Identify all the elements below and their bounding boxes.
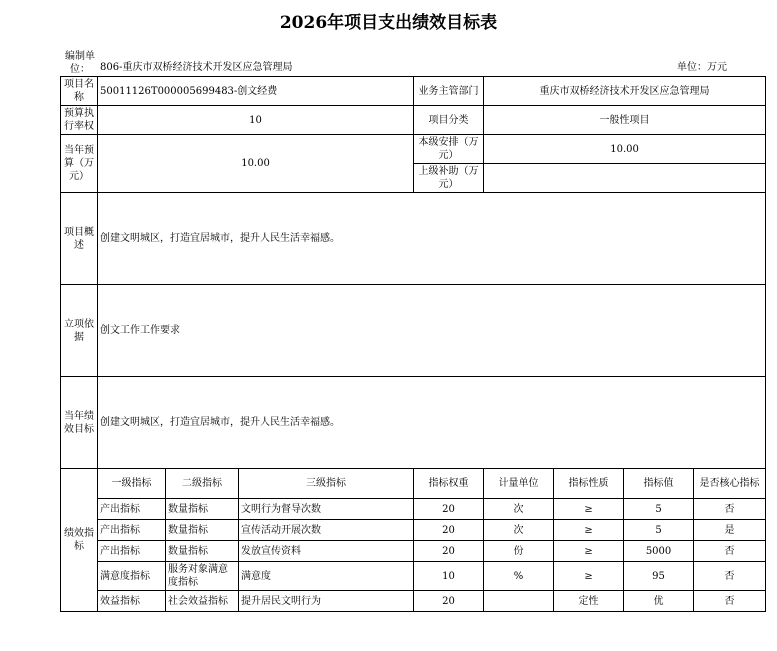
header-cell: 指标权重 (414, 469, 484, 499)
table-row (61, 520, 766, 541)
table-cell: 否 (694, 499, 766, 520)
table-cell: 次 (484, 520, 554, 541)
table-cell: 宣传活动开展次数 (239, 520, 414, 541)
table-cell: 否 (694, 562, 766, 591)
table-cell: 数量指标 (166, 520, 239, 541)
goal-label: 当年绩效目标 (61, 377, 98, 469)
table-row (61, 562, 766, 591)
table-cell: ≥ (554, 562, 624, 591)
table-cell: 数量指标 (166, 499, 239, 520)
table-cell: 服务对象满意度指标 (166, 562, 239, 591)
table-cell: % (484, 562, 554, 591)
table-cell: 是 (694, 520, 766, 541)
table-cell: 95 (624, 562, 694, 591)
table-cell: 20 (414, 499, 484, 520)
table-cell (484, 591, 554, 612)
page-title: 2026年项目支出绩效目标表 (279, 13, 498, 33)
table-cell: 定性 (554, 591, 624, 612)
exec-rate-value: 10 (98, 106, 414, 135)
goal-value: 创建文明城区，打造宜居城市，提升人民生活幸福感。 (98, 377, 766, 469)
table-cell: 产出指标 (98, 541, 166, 562)
table-cell: 10 (414, 562, 484, 591)
project-name-label: 项目名称 (61, 77, 98, 106)
table-cell: 20 (414, 591, 484, 612)
dept-value: 重庆市双桥经济技术开发区应急管理局 (484, 77, 766, 106)
category-value: 一般性项目 (484, 106, 766, 135)
table-cell: 份 (484, 541, 554, 562)
table-cell: ≥ (554, 499, 624, 520)
org-value: 806-重庆市双桥经济技术开发区应急管理局 (100, 62, 293, 73)
subsidy-label: 上级补助（万元） (414, 164, 484, 193)
basis-value: 创文工作工作要求 (98, 285, 766, 377)
local-label: 本级安排（万元） (414, 135, 484, 164)
table-row (61, 541, 766, 562)
header-cell: 一级指标 (98, 469, 166, 499)
table-cell: ≥ (554, 520, 624, 541)
unit-label: 单位：万元 (677, 62, 727, 73)
overview-label: 项目概述 (61, 193, 98, 285)
table-cell: 否 (694, 541, 766, 562)
dept-label: 业务主管部门 (414, 77, 484, 106)
indicator-label: 绩效指标 (61, 469, 98, 612)
subsidy-value (484, 164, 766, 193)
table-cell: 20 (414, 520, 484, 541)
table-cell: 优 (624, 591, 694, 612)
category-label: 项目分类 (414, 106, 484, 135)
table-cell: 数量指标 (166, 541, 239, 562)
table-row (61, 499, 766, 520)
table-cell: 否 (694, 591, 766, 612)
table-cell: 产出指标 (98, 520, 166, 541)
local-value: 10.00 (484, 135, 766, 164)
table-cell: ≥ (554, 541, 624, 562)
table-cell: 满意度指标 (98, 562, 166, 591)
table-cell: 5 (624, 520, 694, 541)
header-cell: 计量单位 (484, 469, 554, 499)
overview-value: 创建文明城区，打造宜居城市，提升人民生活幸福感。 (98, 193, 766, 285)
header-cell: 二级指标 (166, 469, 239, 499)
header-cell: 指标值 (624, 469, 694, 499)
table-cell: 发放宣传资料 (239, 541, 414, 562)
budget-label: 当年预算（万元） (61, 135, 98, 193)
table-row (61, 591, 766, 612)
performance-table (60, 76, 766, 612)
project-name: 50011126T000005699483-创文经费 (98, 77, 414, 106)
table-cell: 效益指标 (98, 591, 166, 612)
org-label: 编制单位： (65, 51, 95, 75)
exec-rate-label: 预算执行率权 (61, 106, 98, 135)
table-cell: 提升居民文明行为 (239, 591, 414, 612)
table-cell: 20 (414, 541, 484, 562)
table-cell: 满意度 (239, 562, 414, 591)
header-cell: 是否核心指标 (694, 469, 766, 499)
table-cell: 次 (484, 499, 554, 520)
header-cell: 指标性质 (554, 469, 624, 499)
basis-label: 立项依据 (61, 285, 98, 377)
header-cell: 三级指标 (239, 469, 414, 499)
table-cell: 文明行为督导次数 (239, 499, 414, 520)
table-cell: 社会效益指标 (166, 591, 239, 612)
table-cell: 5 (624, 499, 694, 520)
table-cell: 5000 (624, 541, 694, 562)
budget-value: 10.00 (98, 135, 414, 193)
table-cell: 产出指标 (98, 499, 166, 520)
